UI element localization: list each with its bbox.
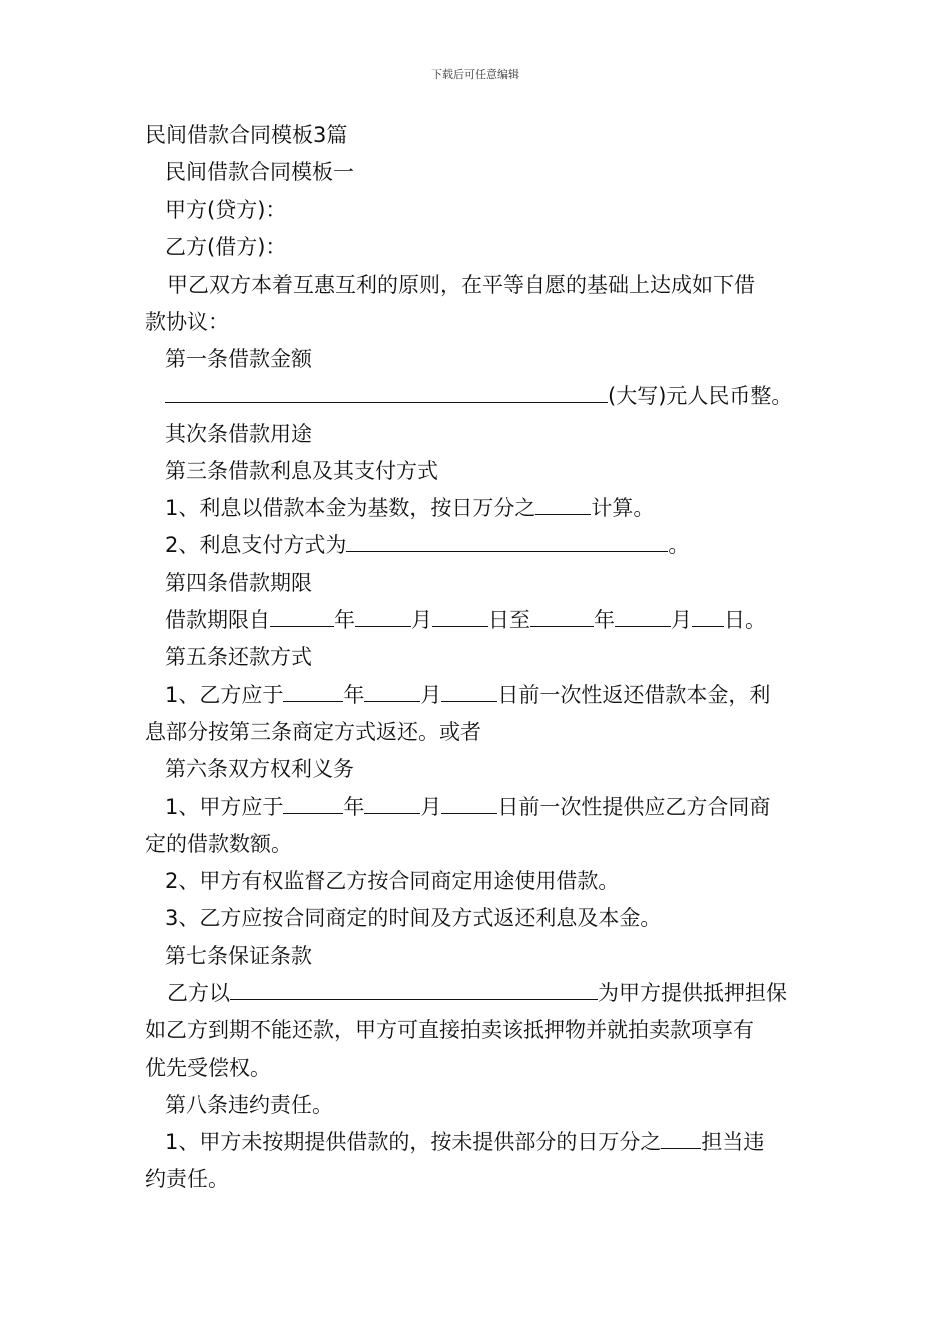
article-3-item-1-text: 1、利息以借款本金为基数，按日万分之	[165, 496, 536, 520]
article-7-line-1	[145, 979, 832, 1007]
article-3-item-1-suffix: 计算。	[591, 496, 655, 520]
party-a-label: 甲方(贷方)：	[165, 198, 287, 222]
repay-year-blank[interactable]	[283, 681, 343, 702]
article-3-item-2-text: 2、利息支付方式为	[165, 533, 347, 557]
article-6-item-1-suffix: 日前一次性提供应乙方合同商	[497, 795, 771, 819]
article-6-item-3: 3、乙方应按合同商定的时间及方式返还利息及本金。	[165, 906, 662, 930]
term-to-label: 日至	[488, 608, 530, 632]
contract-subtitle: 民间借款合同模板一	[165, 160, 354, 184]
page-header-note: 下载后可任意编辑	[431, 68, 519, 81]
month-label: 月	[420, 683, 442, 707]
article-7-suffix: 为甲方提供抵押担保	[598, 981, 787, 1005]
document-title: 民间借款合同模板3篇	[145, 123, 348, 147]
article-6-item-1	[145, 793, 830, 821]
year-label: 年	[343, 795, 365, 819]
article-1-text: (大写)元人民币整。	[608, 384, 793, 408]
article-8-item-1	[145, 1128, 830, 1156]
intro-paragraph-line-1: 甲乙双方本着互惠互利的原则，在平等自愿的基础上达成如下借	[167, 273, 755, 297]
term-from-label: 借款期限自	[165, 608, 270, 632]
repay-day-blank[interactable]	[441, 681, 497, 702]
article-3-title: 第三条借款利息及其支付方式	[165, 459, 438, 483]
month-label: 月	[671, 608, 692, 632]
article-8-item-1-continued: 约责任。	[145, 1167, 229, 1191]
article-6-item-1-text: 1、甲方应于	[165, 795, 284, 819]
article-7-line-3: 优先受偿权。	[145, 1056, 271, 1080]
interest-rate-blank[interactable]	[535, 494, 591, 515]
article-8-item-1-text: 1、甲方未按期提供借款的，按未提供部分的日万分之	[165, 1130, 662, 1154]
article-5-item-1-suffix: 日前一次性返还借款本金，利	[497, 683, 771, 707]
start-day-blank[interactable]	[432, 606, 488, 627]
month-label: 月	[420, 795, 442, 819]
article-7-title: 第七条保证条款	[165, 944, 312, 968]
article-6-title: 第六条双方权利义务	[165, 757, 354, 781]
article-5-item-1-text: 1、乙方应于	[165, 683, 284, 707]
article-7-text: 乙方以	[167, 981, 230, 1005]
article-1-line	[145, 382, 830, 410]
day-end-label: 日。	[724, 608, 766, 632]
start-year-blank[interactable]	[270, 606, 334, 627]
payment-method-blank[interactable]	[346, 531, 668, 552]
article-4-term-line	[145, 606, 830, 634]
article-3-item-2	[145, 531, 830, 559]
article-8-item-1-suffix: 担当违	[701, 1130, 765, 1154]
article-8-title: 第八条违约责任。	[165, 1093, 333, 1117]
year-label: 年	[343, 683, 365, 707]
year-label: 年	[594, 608, 615, 632]
article-4-title: 第四条借款期限	[165, 571, 312, 595]
penalty-rate-blank[interactable]	[661, 1128, 701, 1149]
collateral-blank[interactable]	[230, 979, 598, 1000]
article-3-item-1	[145, 494, 830, 522]
month-label: 月	[411, 608, 432, 632]
repay-month-blank[interactable]	[364, 681, 420, 702]
end-month-blank[interactable]	[615, 606, 671, 627]
article-5-item-1-continued: 息部分按第三条商定方式返还。或者	[145, 720, 481, 744]
article-5-title: 第五条还款方式	[165, 645, 312, 669]
article-2-title: 其次条借款用途	[165, 422, 312, 446]
end-year-blank[interactable]	[530, 606, 594, 627]
article-1-title: 第一条借款金额	[165, 347, 312, 371]
article-5-item-1	[145, 681, 830, 709]
year-label: 年	[334, 608, 355, 632]
start-month-blank[interactable]	[355, 606, 411, 627]
end-day-blank[interactable]	[692, 606, 724, 627]
party-b-label: 乙方(借方)：	[165, 235, 287, 259]
provide-day-blank[interactable]	[441, 793, 497, 814]
article-7-line-2: 如乙方到期不能还款，甲方可直接拍卖该抵押物并就拍卖款项享有	[145, 1018, 754, 1042]
amount-blank[interactable]	[165, 382, 608, 403]
intro-paragraph-line-2: 款协议：	[145, 310, 229, 334]
article-6-item-1-continued: 定的借款数额。	[145, 832, 292, 856]
article-6-item-2: 2、甲方有权监督乙方按合同商定用途使用借款。	[165, 869, 620, 893]
provide-year-blank[interactable]	[283, 793, 343, 814]
provide-month-blank[interactable]	[364, 793, 420, 814]
article-3-item-2-suffix: 。	[668, 533, 690, 557]
